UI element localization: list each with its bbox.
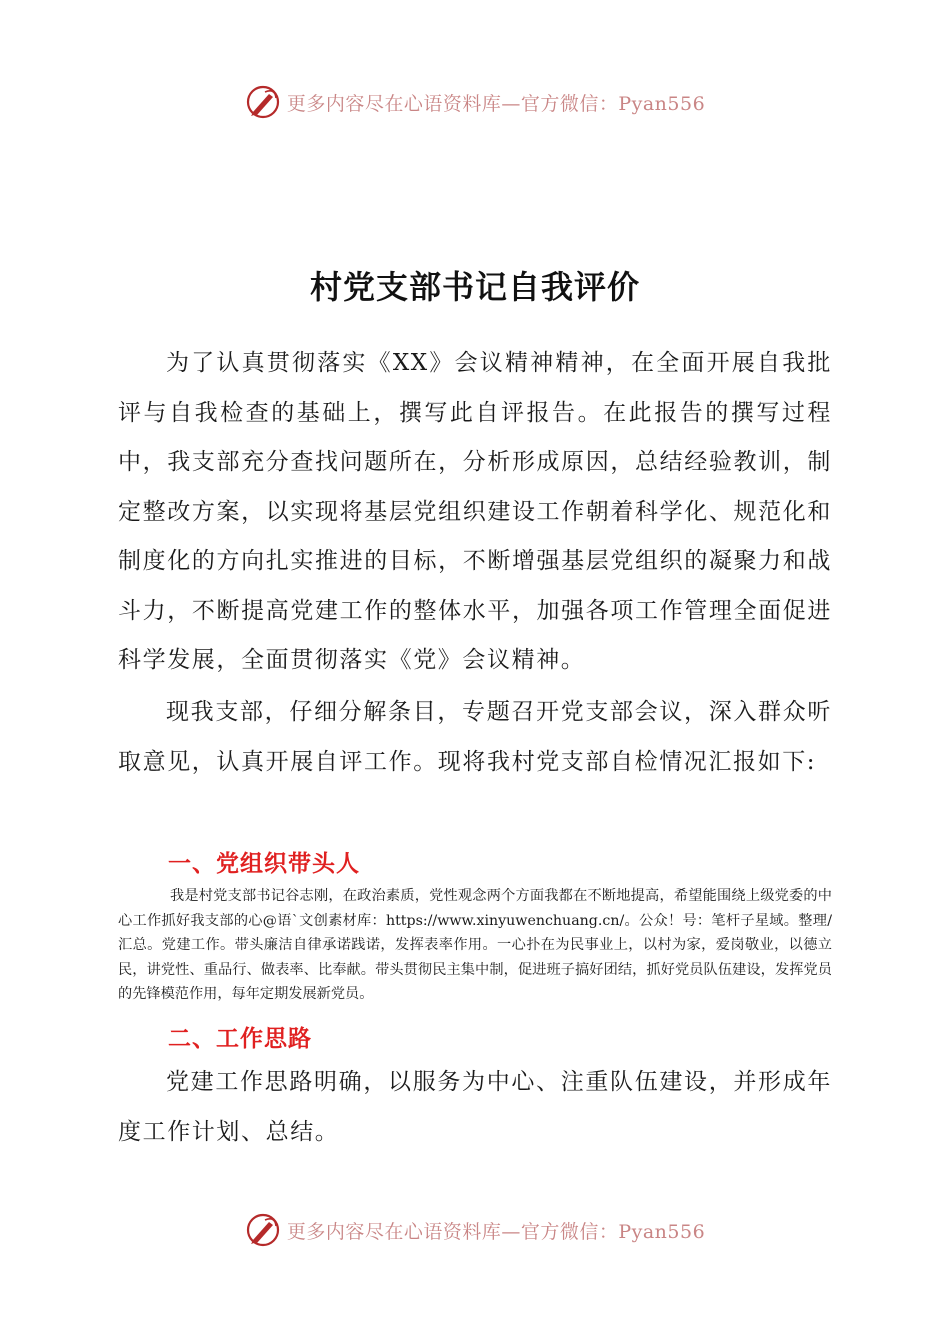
paragraph-intro: 为了认真贯彻落实《XX》会议精神精神，在全面开展自我批评与自我检查的基础上，撰写此自评报告。在此报告的撰写过程中，我支部充分查找问题所在，分析形成原因，总结经验教训，制定整改方案，以实现将基层党组织建设工作朝着科学化、规范化和制度化的方向扎实推进的目标，不断增强基层党组织的凝聚力和战斗力，不断提高党建工作的整体水平，加强各项工作管理全面促进科学发展，全面贯彻落实《党》会议精神。 (118, 350, 832, 673)
section-body-leader: 我是村党支部书记谷志刚，在政治素质，党性观念两个方面我都在不断地提高，希望能围绕上级党委的中心工作抓好我支部的心@语`文创素材库：https://www.xinyuwenchuang.cn/。公众！号：笔杆子星域。整理/汇总。党建工作。带头廉洁自律承诺践诺，发挥表率作用。一心扑在为民事业上，以村为家，爱岗敬业，以德立民，讲党性、重品行、做表率、比奉献。带头贯彻民主集中制，促进班子搞好团结，抓好党员队伍建设，发挥党员的先锋模范作用，每年定期发展新党员。 (118, 888, 832, 1002)
watermark-text: 更多内容尽在心语资料库—官方微信：Pyan556 (286, 1220, 706, 1243)
document-title: 村党支部书记自我评价 (309, 268, 640, 306)
footer-watermark (0, 1208, 950, 1252)
pen-logo-icon (245, 84, 281, 120)
section-body-approach: 党建工作思路明确，以服务为中心、注重队伍建设，并形成年度工作计划、总结。 (118, 1069, 832, 1145)
pen-logo-icon (245, 1212, 281, 1248)
header-watermark (0, 80, 950, 124)
section-heading-approach: 二、工作思路 (168, 1026, 312, 1052)
section-heading-leader: 一、党组织带头人 (168, 851, 360, 877)
watermark-text: 更多内容尽在心语资料库—官方微信：Pyan556 (286, 92, 706, 115)
paragraph-report: 现我支部，仔细分解条目，专题召开党支部会议，深入群众听取意见，认真开展自评工作。现将我村党支部自检情况汇报如下: (118, 699, 832, 775)
